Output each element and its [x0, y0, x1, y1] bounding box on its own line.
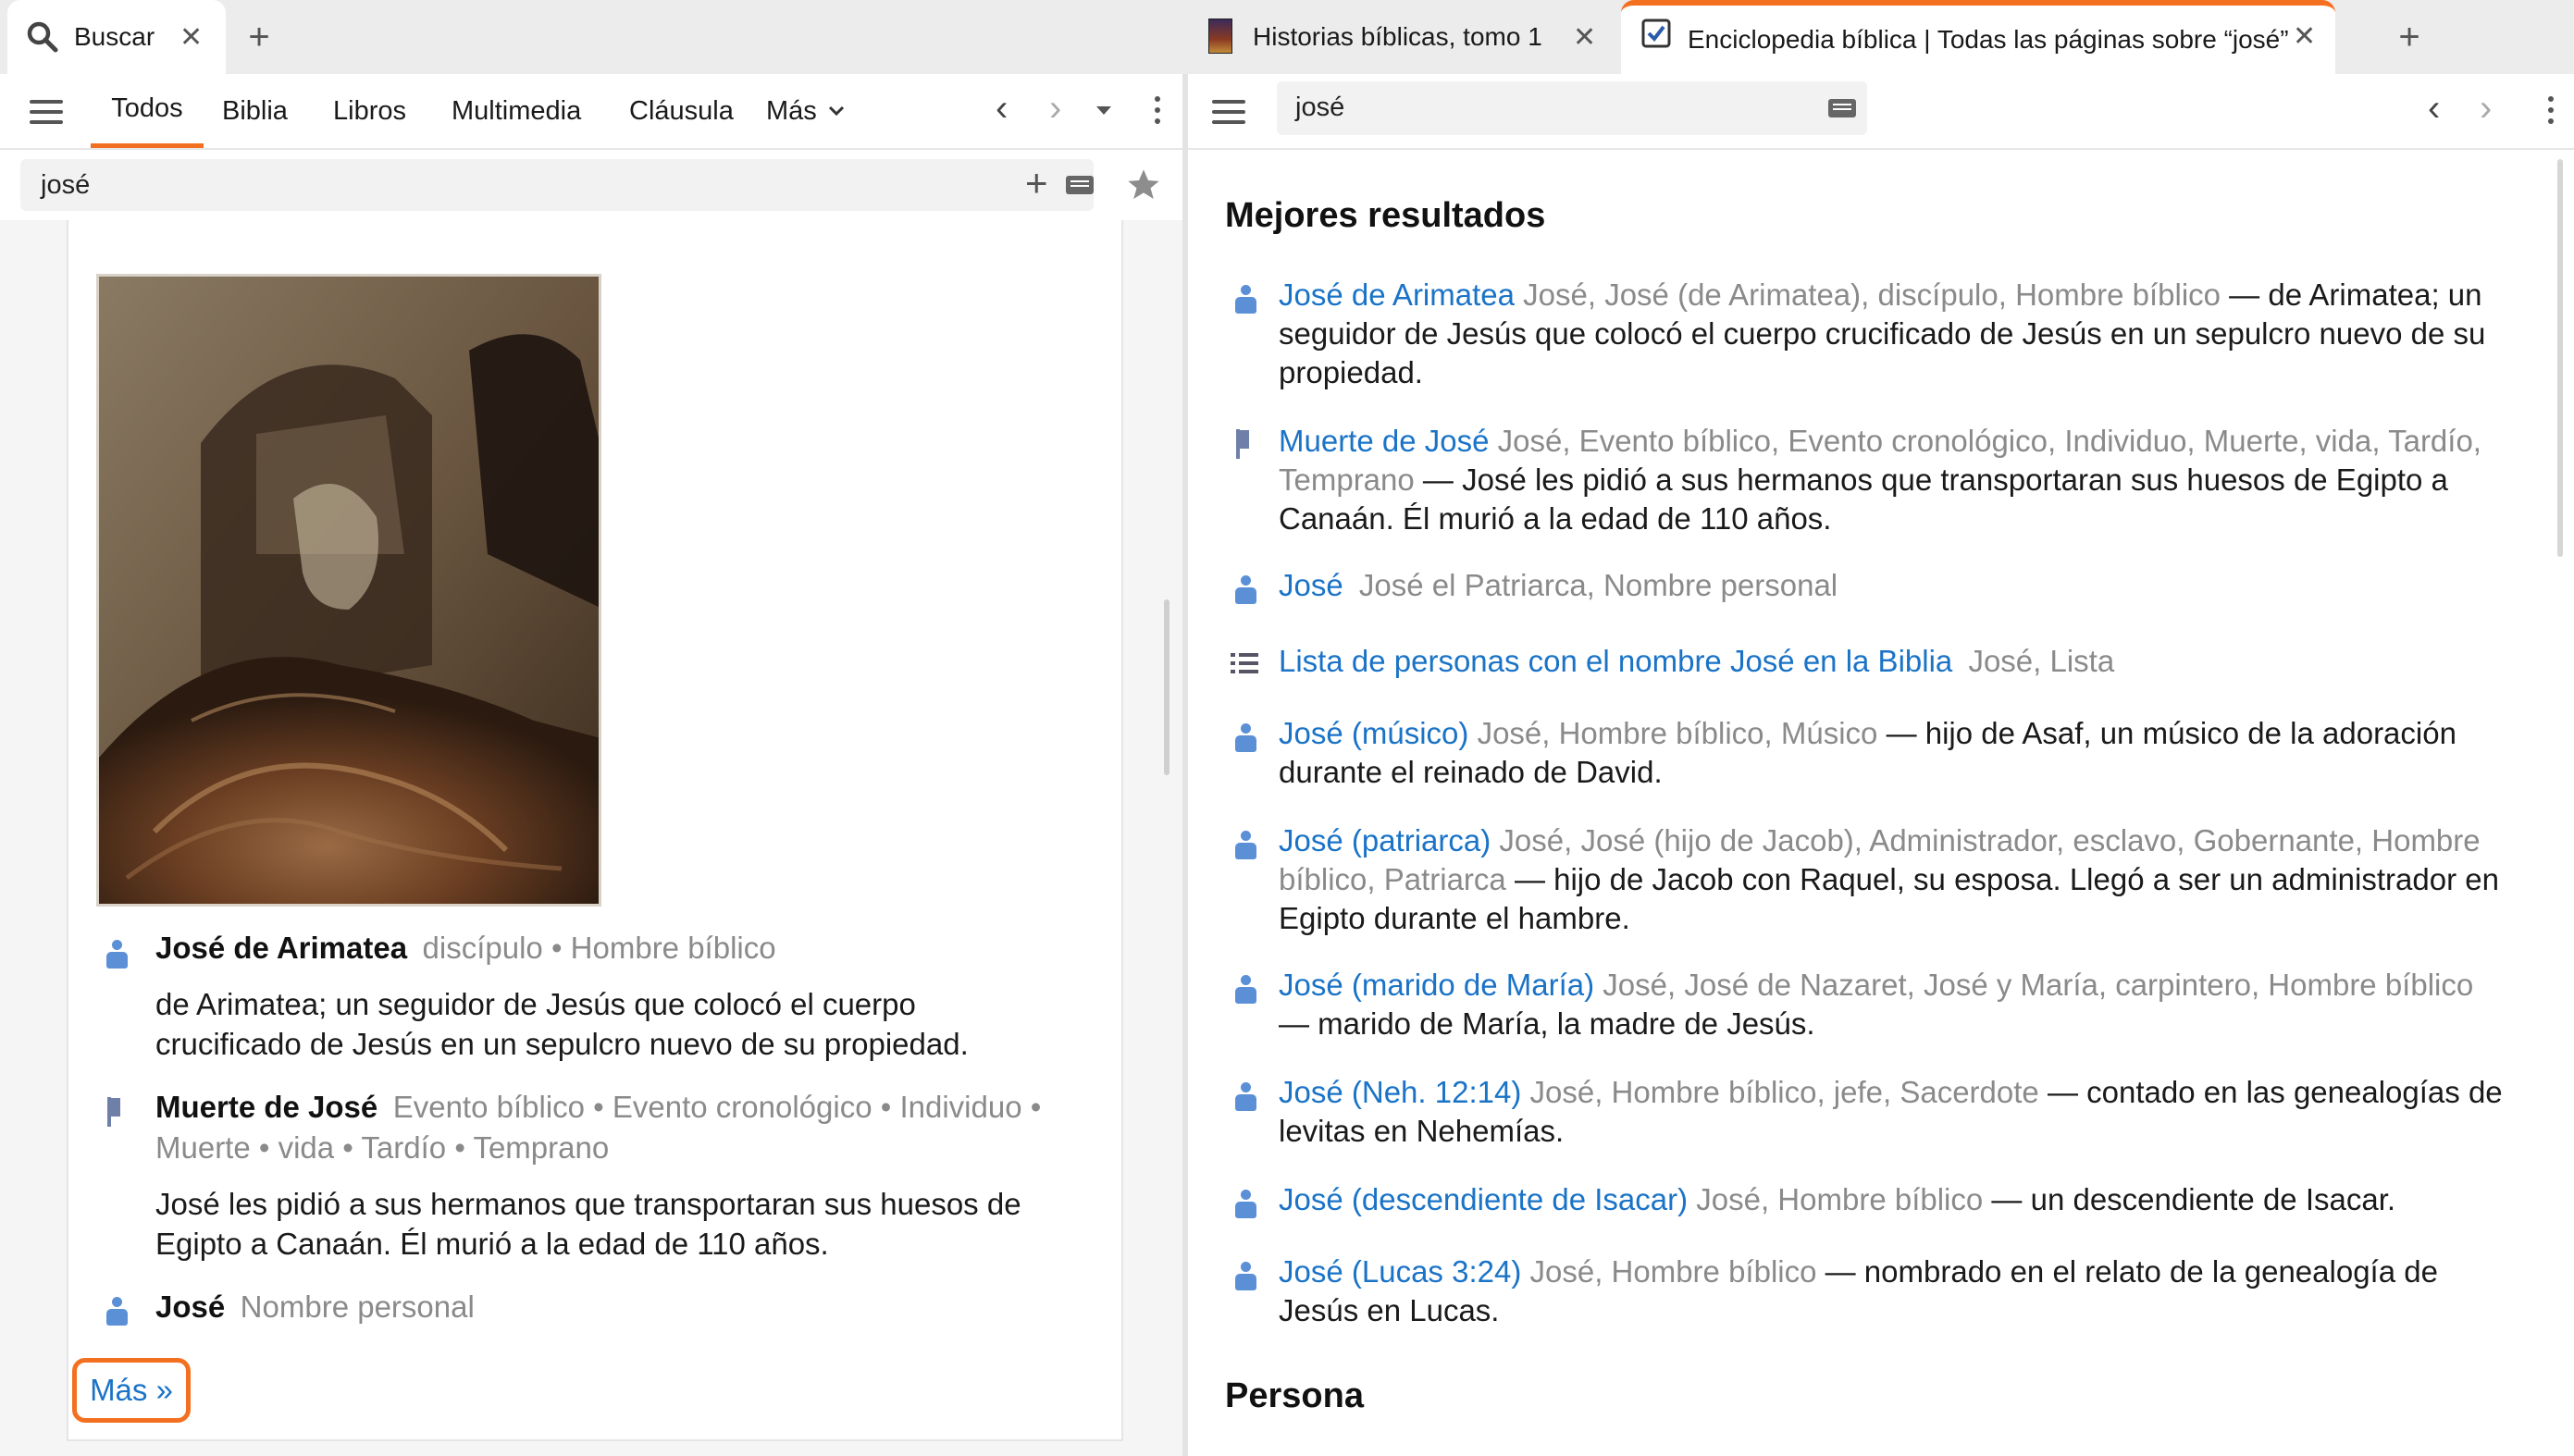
result-link[interactable]: José de Arimatea [1279, 278, 1515, 312]
search-value: josé [1295, 93, 1345, 122]
tab-enciclopedia[interactable] [1621, 0, 2335, 74]
result-desc: — un descendiente de Isacar. [1991, 1182, 2396, 1216]
result-item [1279, 714, 2546, 792]
entry-description-line: Egipto a Canaán. Él murió a la edad de 110 años. [155, 1227, 829, 1261]
close-icon[interactable]: ✕ [2293, 21, 2317, 52]
person-icon [1234, 975, 1256, 1005]
result-link[interactable]: José (patriarca) [1279, 823, 1491, 858]
result-desc: durante el reinado de David. [1279, 755, 1663, 789]
result-desc: — marido de María, la madre de Jesús. [1279, 1006, 1815, 1041]
result-link[interactable]: Muerte de José [1279, 424, 1490, 458]
tab-search-label: Buscar [74, 22, 155, 51]
entry-meta: discípulo • Hombre bíblico [422, 931, 776, 965]
entry-title-link[interactable]: Muerte de José [155, 1090, 378, 1124]
entry-description-line: crucificado de Jesús en un sepulcro nuevo de su propiedad. [155, 1027, 969, 1061]
entry-meta: Nombre personal [240, 1289, 475, 1324]
tab-biblia-label: Biblia [222, 95, 288, 126]
result-item [1279, 276, 2546, 392]
result-meta: José, Hombre bíblico [1696, 1182, 1984, 1216]
result-desc: — José les pidió a sus hermanos que transportaran sus huesos de Egipto a [1422, 463, 2448, 497]
search-input[interactable] [20, 159, 1094, 211]
menu-icon[interactable] [30, 100, 63, 124]
keyboard-icon[interactable] [1066, 176, 1094, 194]
tab-libros-label: Libros [333, 95, 406, 126]
result-meta: José, Hombre bíblico, jefe, Sacerdote [1529, 1075, 2039, 1109]
scrollbar[interactable] [2557, 159, 2563, 557]
result-item [1279, 566, 2546, 605]
result-desc: Egipto durante el hambre. [1279, 901, 1630, 935]
result-item [1279, 1180, 2546, 1219]
result-link[interactable]: José (marido de María) [1279, 968, 1595, 1002]
result-meta: José, Evento bíblico, Evento cronológico, Individuo, Muerte, vida, Tardío, [1497, 424, 2481, 458]
entry-description-line: José les pidió a sus hermanos que transportaran sus huesos de [155, 1187, 1021, 1221]
tab-todos-label: Todos [111, 93, 183, 123]
more-options-icon[interactable] [2548, 96, 2554, 130]
result-desc: — hijo de Jacob con Raquel, su esposa. Llegó a ser un administrador en [1514, 862, 2499, 896]
back-icon[interactable]: ‹ [996, 88, 1009, 129]
history-dropdown-icon[interactable] [1095, 105, 1112, 117]
result-desc: — de Arimatea; un [2229, 278, 2482, 312]
new-tab-left-button[interactable]: + [248, 16, 270, 57]
tab-libros[interactable] [333, 74, 406, 148]
flag-icon [1236, 429, 1260, 459]
entry-title-link[interactable]: José de Arimatea [155, 931, 408, 965]
result-meta: José, José (hijo de Jacob), Administrador, esclavo, Gobernante, Hombre [1499, 823, 2481, 858]
result-meta: bíblico, Patriarca [1279, 862, 1506, 896]
list-icon [1231, 653, 1258, 675]
result-item [1279, 821, 2546, 938]
tab-clausula-label: Cláusula [629, 95, 734, 126]
result-link[interactable]: José (Neh. 12:14) [1279, 1075, 1522, 1109]
forward-icon[interactable]: › [1049, 88, 1062, 129]
result-item [1279, 1252, 2546, 1330]
entry-description [155, 984, 969, 1064]
result-link[interactable]: José (músico) [1279, 716, 1469, 750]
result-meta: José, José de Nazaret, José y María, carpintero, Hombre bíblico [1603, 968, 2474, 1002]
entry-title-line [155, 931, 776, 966]
tab-historias-label: Historias bíblicas, tomo 1 [1253, 22, 1542, 51]
forward-icon[interactable]: › [2480, 88, 2493, 129]
result-meta: José, Hombre bíblico, Músico [1477, 716, 1878, 750]
result-link[interactable]: Lista de personas con el nombre José en la Biblia [1279, 644, 1953, 678]
result-meta: José, José (de Arimatea), discípulo, Hombre bíblico [1523, 278, 2221, 312]
chevron-down-icon [828, 105, 845, 117]
person-icon [1234, 575, 1256, 605]
result-desc: — hijo de Asaf, un músico de la adoración [1886, 716, 2456, 750]
search-value: josé [41, 170, 91, 200]
result-desc: levitas en Nehemías. [1279, 1114, 1565, 1148]
result-meta: Temprano [1279, 463, 1415, 497]
person-icon [1234, 831, 1256, 860]
result-desc: — nombrado en el relato de la genealogía de [1825, 1254, 2438, 1289]
tab-search[interactable] [7, 0, 226, 74]
painting-image[interactable] [96, 274, 601, 907]
encyclopedia-search-input[interactable] [1277, 81, 1867, 135]
tab-todos[interactable] [91, 74, 204, 148]
entry-description-line: de Arimatea; un seguidor de Jesús que colocó el cuerpo [155, 987, 916, 1021]
tab-enciclopedia-label: Enciclopedia bíblica | Todas las páginas sobre “josé” [1688, 25, 2289, 54]
person-icon [1234, 1082, 1256, 1112]
person-icon [105, 940, 128, 969]
flag-icon [107, 1097, 131, 1127]
painting-artwork [99, 277, 601, 907]
tab-clausula[interactable] [629, 74, 734, 148]
result-item [1279, 422, 2546, 538]
close-icon[interactable]: ✕ [179, 21, 204, 53]
scrollbar[interactable] [1164, 599, 1169, 775]
entry-description [155, 1184, 1021, 1264]
tab-multimedia[interactable] [452, 74, 581, 148]
person-icon [1234, 1262, 1256, 1291]
more-results-link[interactable]: Más » [72, 1358, 191, 1423]
search-icon [26, 20, 59, 54]
result-link[interactable]: José [1279, 568, 1343, 602]
star-icon[interactable] [1125, 167, 1162, 204]
result-desc: seguidor de Jesús que colocó el cuerpo crucificado de Jesús en un sepulcro nuevo de su [1279, 316, 2486, 351]
entry-title-line [155, 1090, 1041, 1125]
more-options-icon[interactable] [1155, 96, 1160, 130]
checkbox-doc-icon [1641, 19, 1671, 48]
back-icon[interactable]: ‹ [2428, 88, 2441, 129]
tab-biblia[interactable] [222, 74, 288, 148]
entry-title-link[interactable]: José [155, 1289, 226, 1324]
entry-meta: Muerte • vida • Tardío • Temprano [155, 1130, 610, 1165]
menu-icon[interactable] [1212, 100, 1245, 124]
result-meta: José el Patriarca, Nombre personal [1358, 568, 1838, 602]
result-item [1279, 1073, 2546, 1151]
add-icon[interactable]: + [1025, 161, 1048, 204]
new-tab-right-button[interactable]: + [2398, 16, 2420, 57]
left-toolbar [0, 74, 1182, 150]
keyboard-icon[interactable] [1828, 99, 1856, 117]
result-item [1279, 642, 2546, 681]
result-link[interactable]: José (Lucas 3:24) [1279, 1254, 1522, 1289]
tab-historias[interactable] [1194, 0, 1615, 74]
result-meta: José, Lista [1968, 644, 2115, 678]
result-desc: Jesús en Lucas. [1279, 1293, 1500, 1327]
heading-persona: Persona [1225, 1376, 1364, 1415]
tab-mas-label: Más [766, 95, 817, 126]
result-item [1279, 966, 2546, 1043]
tab-strip [0, 0, 2574, 74]
entry-meta: Evento bíblico • Evento cronológico • Individuo • [392, 1090, 1042, 1124]
result-desc: propiedad. [1279, 355, 1423, 389]
person-icon [105, 1297, 128, 1326]
heading-best-results: Mejores resultados [1225, 196, 1546, 235]
book-cover-icon [1208, 19, 1232, 54]
result-meta: José, Hombre bíblico [1529, 1254, 1817, 1289]
person-icon [1234, 285, 1256, 315]
result-link[interactable]: José (descendiente de Isacar) [1279, 1182, 1689, 1216]
result-desc: — contado en las genealogías de [2047, 1075, 2503, 1109]
tab-multimedia-label: Multimedia [452, 95, 582, 126]
result-desc: Canaán. Él murió a la edad de 110 años. [1279, 501, 1832, 536]
close-icon[interactable]: ✕ [1573, 21, 1597, 53]
person-icon [1234, 723, 1256, 753]
tab-mas[interactable] [766, 74, 845, 148]
person-icon [1234, 1190, 1256, 1219]
entry-title-line [155, 1289, 475, 1325]
